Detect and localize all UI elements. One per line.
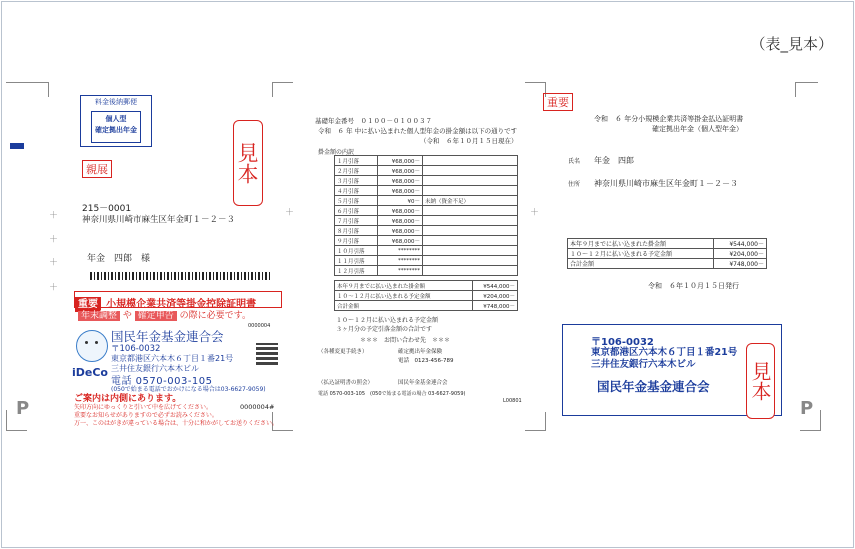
cross-mark: ＋ <box>530 208 540 218</box>
table-row <box>335 266 518 276</box>
month-label: １１月引落 <box>335 256 378 266</box>
month-amount: ¥68,000－ <box>378 166 423 176</box>
name-label: 氏名 <box>568 158 581 165</box>
issuer-address-1: 東京都港区六本木６丁目１番21号 <box>591 347 738 358</box>
notice-or: や <box>122 311 132 321</box>
breakdown-table <box>334 155 518 276</box>
cross-mark: ＋ <box>49 258 59 268</box>
table-row <box>568 239 767 249</box>
month-label: ２月引落 <box>335 166 378 176</box>
org-name: 国民年金基金連合会 <box>111 329 224 344</box>
month-label: ９月引落 <box>335 236 378 246</box>
mihon-stamp: 見本 <box>233 120 263 206</box>
month-amount: ¥0－ <box>378 196 423 206</box>
month-label: １月引落 <box>335 156 378 166</box>
month-label: ８月引落 <box>335 226 378 236</box>
mascot-icon <box>76 330 108 362</box>
month-amount: ******** <box>378 266 423 276</box>
table-row <box>335 156 518 166</box>
table-row <box>335 256 518 266</box>
month-note <box>423 236 518 246</box>
table-row <box>335 186 518 196</box>
month-amount: ¥68,000－ <box>378 186 423 196</box>
month-label: ３月引落 <box>335 176 378 186</box>
type-label-2: 確定拠出年金 <box>95 126 137 134</box>
postage-box <box>80 95 152 147</box>
table-row <box>335 301 518 311</box>
month-label: １０月引落 <box>335 246 378 256</box>
guide-box <box>74 391 280 431</box>
contact-org: 確定拠出年金保険 <box>398 349 443 355</box>
summary-amount: ¥204,000－ <box>714 249 767 259</box>
month-amount: ******** <box>378 256 423 266</box>
cross-mark: ＋ <box>49 235 59 245</box>
guide-line-2: 重要なお知らせがありますので必ずお読みください。 <box>74 412 218 419</box>
month-note <box>423 216 518 226</box>
corner-mark-ml <box>272 82 293 97</box>
issuer-address-2: 三井住友銀行六本木ビル <box>591 359 696 370</box>
month-note: 未納（資金不足） <box>423 196 518 206</box>
contact-title: ＊＊＊ お問い合わせ先 ＊＊＊ <box>360 337 451 344</box>
sample-caption: （表_見本） <box>750 35 833 53</box>
table-row <box>335 206 518 216</box>
shinten-tag: 親展 <box>82 160 112 178</box>
serial-bottom: 0000004# <box>240 403 275 411</box>
org-postal: 〒106-0032 <box>111 344 161 354</box>
month-note <box>423 166 518 176</box>
sum-amount: ¥204,000－ <box>473 291 518 301</box>
summary-label: 本年９月までに払い込まれた掛金額 <box>568 239 714 249</box>
issuer-postal: 〒106-0032 <box>591 337 654 348</box>
summary-table <box>334 280 518 311</box>
issuer-name: 国民年金基金連合会 <box>597 379 710 394</box>
type-box <box>91 111 141 143</box>
issuer-box <box>562 324 782 416</box>
important-tag-right: 重要 <box>543 93 573 111</box>
table-row <box>335 281 518 291</box>
barcode <box>90 272 270 280</box>
kiso-number: 基礎年金番号 ０１００－０１００３７ <box>315 117 432 125</box>
corner-mark-tl <box>6 82 49 97</box>
month-amount: ******** <box>378 246 423 256</box>
month-label: ６月引落 <box>335 206 378 216</box>
month-label: ７月引落 <box>335 216 378 226</box>
sum-label: 本年９月までに払い込まれた掛金額 <box>335 281 473 291</box>
summary-amount: ¥748,000－ <box>714 259 767 269</box>
month-note <box>423 226 518 236</box>
blue-mark <box>10 143 24 149</box>
notice-line <box>78 308 251 321</box>
right-title-1: 令和 ６ 年分小規模企業共済等掛金払込証明書 <box>594 115 744 123</box>
address: 神奈川県川崎市麻生区年金町１－２－３ <box>82 215 236 225</box>
org-phone-note: (050で始まる電話でおかけになる場合は03-6627-9059) <box>111 386 266 393</box>
addr-value: 神奈川県川崎市麻生区年金町１－２－３ <box>594 179 738 188</box>
notice-tax: 確定申告 <box>135 311 177 321</box>
corner-mark-bl <box>6 410 27 431</box>
intro-text: 令和 ６ 年 中に払い込まれた個人型年金の掛金額は以下の通りです <box>318 127 518 135</box>
note-2: ３ヶ月分の予定引落金額の合計です <box>336 326 433 333</box>
month-note <box>423 266 518 276</box>
sum-amount: ¥544,000－ <box>473 281 518 291</box>
certificate-header <box>74 291 282 308</box>
note-1: １０～１２月に払い込まれる予定金額 <box>336 317 439 324</box>
name-value: 年金 四郎 <box>594 156 634 165</box>
right-summary-table <box>567 238 767 269</box>
month-label: ５月引落 <box>335 196 378 206</box>
month-note <box>423 186 518 196</box>
corner-mark-tr <box>795 82 818 97</box>
month-note <box>423 156 518 166</box>
notice-year-end: 年末調整 <box>78 311 120 321</box>
month-label: ４月引落 <box>335 186 378 196</box>
table-row <box>335 236 518 246</box>
table-row <box>568 259 767 269</box>
cross-mark: ＋ <box>49 211 59 221</box>
recipient: 年金 四郎 様 <box>87 254 151 264</box>
guide-line-3: 万一、このはがきが違っている場合は、十分に和かがしてお送りください。 <box>74 420 279 427</box>
cert-phone: 電話 0570-003-105 (050で始まる電話の場合 03-6627-9059) <box>318 391 466 397</box>
notice-end: の際に必要です。 <box>179 311 251 321</box>
summary-amount: ¥544,000－ <box>714 239 767 249</box>
p-mark-left: P <box>16 398 30 419</box>
guide-line-1: 矢印方向にゆっくりと引いて中を広げてください。 <box>74 404 212 411</box>
month-amount: ¥68,000－ <box>378 156 423 166</box>
issue-date: 令和 ６年１０月１５日発行 <box>648 282 739 290</box>
contact-phone: 電話 0123-456-789 <box>398 358 454 364</box>
org-address-2: 三井住友銀行六本木ビル <box>111 364 199 373</box>
summary-label: １０～１２月に払い込まれる予定金額 <box>568 249 714 259</box>
table-row <box>568 249 767 259</box>
month-note <box>423 206 518 216</box>
certificate-title: 小規模企業共済等掛金控除証明書 <box>106 299 257 310</box>
date-line: （令和 ６年１０月１５日現在） <box>420 137 518 145</box>
month-amount: ¥68,000－ <box>378 216 423 226</box>
month-note <box>423 256 518 266</box>
org-address-1: 東京都港区六本木６丁目１番21号 <box>111 354 234 363</box>
p-mark-right: P <box>800 398 814 419</box>
sum-label: 合計金額 <box>335 301 473 311</box>
type-label-1: 個人型 <box>105 115 127 123</box>
contact-label: （各種変更手続き） <box>318 349 368 355</box>
table-row <box>335 196 518 206</box>
table-row <box>335 176 518 186</box>
table-row <box>335 216 518 226</box>
right-title-2: 確定拠出年金（個人型年金） <box>652 125 743 133</box>
corner-mark-br <box>800 410 821 431</box>
breakdown-title: 掛金額の内訳 <box>318 149 355 156</box>
month-label: １２月引落 <box>335 266 378 276</box>
doc-code: L00801 <box>503 398 522 404</box>
cross-mark: ＋ <box>49 283 59 293</box>
postage-note: 料金後納郵便 <box>95 98 137 106</box>
cross-mark: ＋ <box>285 208 295 218</box>
table-row <box>335 246 518 256</box>
table-row <box>335 166 518 176</box>
month-amount: ¥68,000－ <box>378 226 423 236</box>
qr-code <box>256 343 278 365</box>
month-note <box>423 176 518 186</box>
month-amount: ¥68,000－ <box>378 236 423 246</box>
addr-label: 住所 <box>568 181 581 188</box>
table-row <box>335 291 518 301</box>
ideco-logo: iDeCo <box>72 366 108 379</box>
important-tag: 重要 <box>75 297 101 312</box>
sum-label: １０～１２月に払い込まれる予定金額 <box>335 291 473 301</box>
postal-code: 215－0001 <box>82 204 132 214</box>
month-amount: ¥68,000－ <box>378 176 423 186</box>
org-phone: 電話 0570-003-105 <box>111 376 213 387</box>
month-amount: ¥68,000－ <box>378 206 423 216</box>
month-note <box>423 246 518 256</box>
sum-amount: ¥748,000－ <box>473 301 518 311</box>
guide-title: ご案内は内側にあります。 <box>74 394 182 404</box>
summary-label: 合計金額 <box>568 259 714 269</box>
cert-label: （払込証明書の照会） <box>318 380 374 386</box>
cert-org: 国民年金基金連合会 <box>398 380 448 386</box>
corner-mark-bmr <box>525 412 546 431</box>
table-row <box>335 226 518 236</box>
serial-small: 0000004 <box>248 323 271 329</box>
mihon-stamp-right: 見本 <box>746 343 775 419</box>
